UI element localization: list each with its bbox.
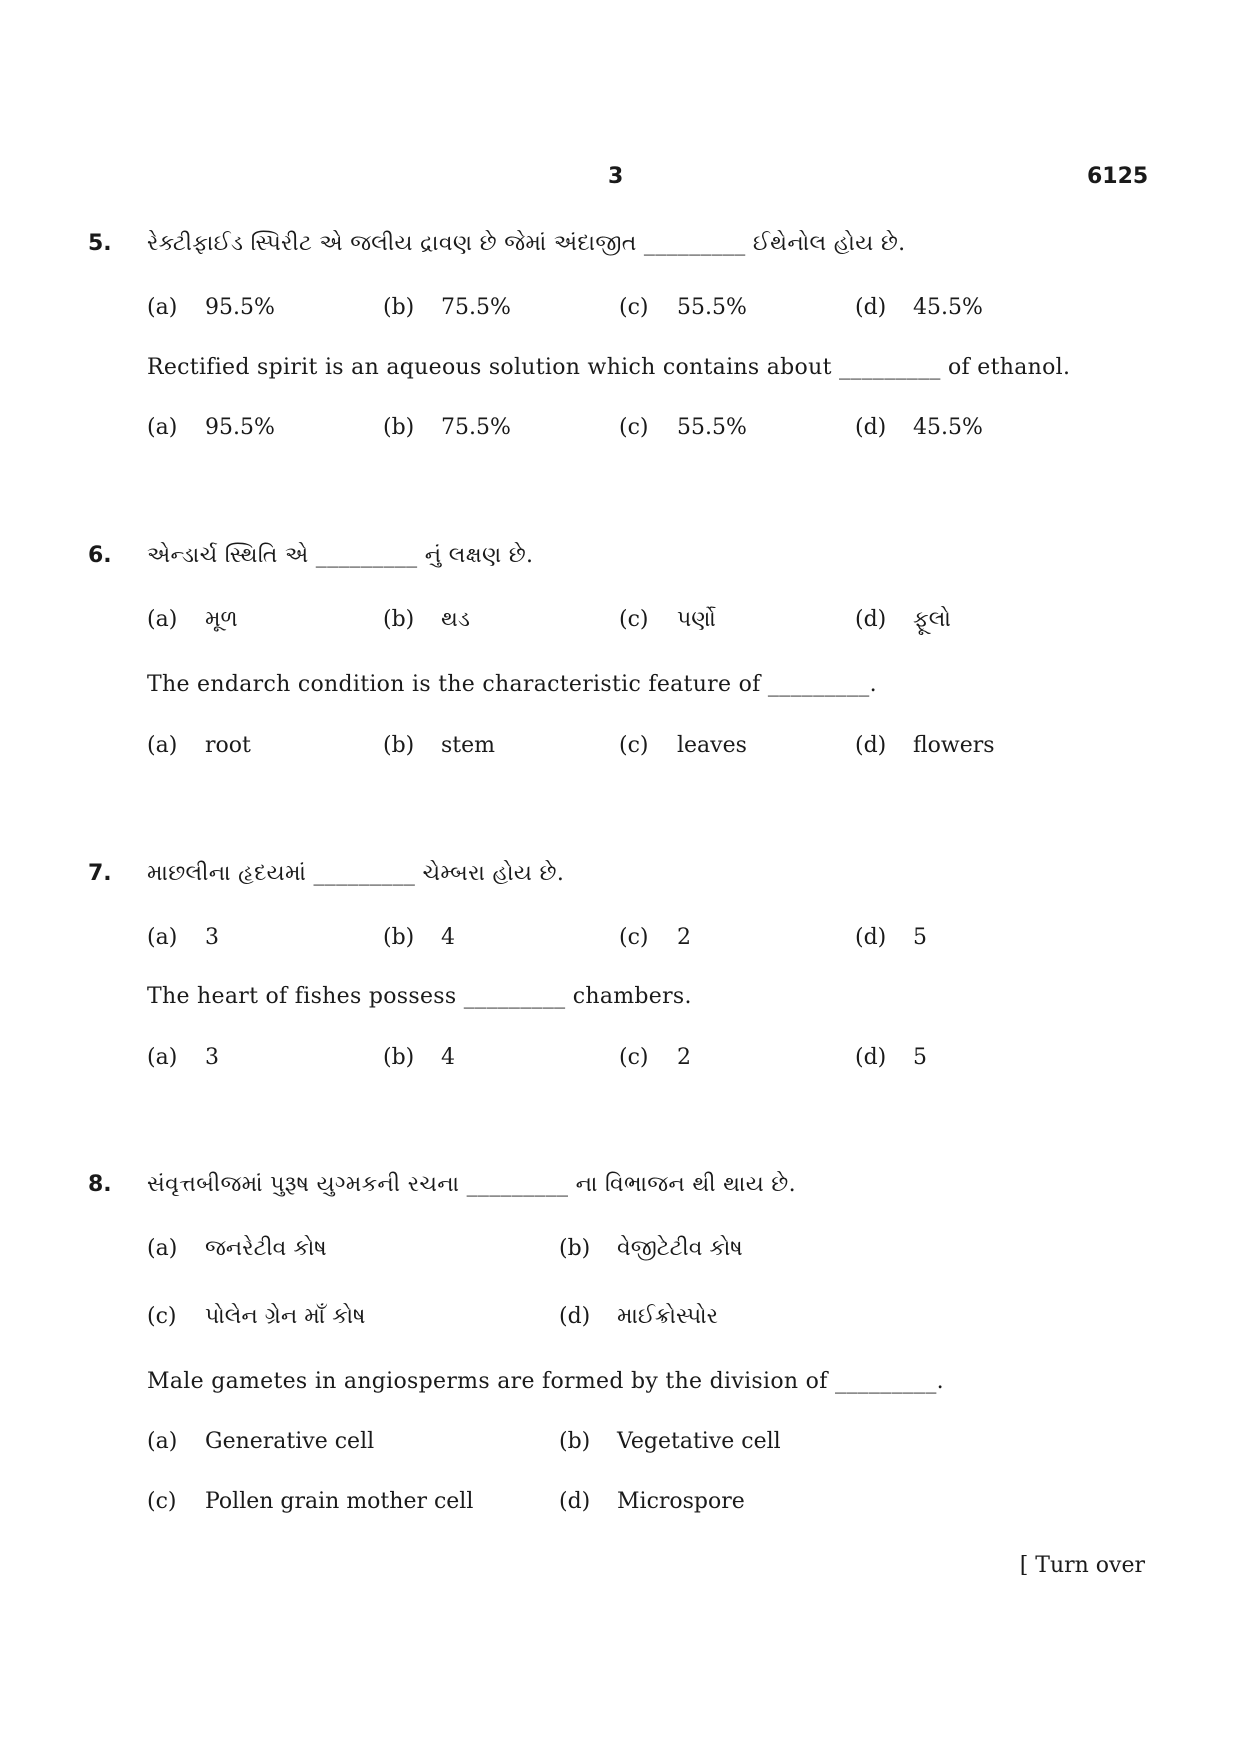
question-text-english: The endarch condition is the characteristic feature of _________. xyxy=(147,672,877,697)
option-text: પોલેન ગ્રેન માઁ કોષ xyxy=(205,1304,366,1329)
paper-code: 6125 xyxy=(1087,164,1149,189)
option-text: 5 xyxy=(913,1045,927,1070)
option-b xyxy=(383,1045,455,1070)
option-text: 3 xyxy=(205,1045,219,1070)
option-label: (d) xyxy=(855,733,887,758)
option-label: (d) xyxy=(855,295,887,320)
option-c xyxy=(619,295,747,320)
option-text: 75.5% xyxy=(441,295,511,320)
option-label: (d) xyxy=(855,1045,887,1070)
option-text: stem xyxy=(441,733,496,758)
option-label: (c) xyxy=(147,1304,177,1329)
option-text: leaves xyxy=(677,733,747,758)
option-text: 55.5% xyxy=(677,415,747,440)
option-text: 55.5% xyxy=(677,295,747,320)
option-label: (d) xyxy=(855,925,887,950)
question-number: 5. xyxy=(88,231,112,256)
option-text: 2 xyxy=(677,925,691,950)
option-text: Pollen grain mother cell xyxy=(205,1489,474,1514)
question-number: 6. xyxy=(88,543,112,568)
option-text: Generative cell xyxy=(205,1429,375,1454)
question-text-gujarati: એન્ડાર્ચ સ્થિતિ એ _________ નું લક્ષણ છે. xyxy=(147,543,534,568)
question-number: 7. xyxy=(88,861,112,886)
option-label: (d) xyxy=(559,1304,591,1329)
option-c xyxy=(619,415,747,440)
option-text: 45.5% xyxy=(913,295,983,320)
option-a xyxy=(147,925,219,950)
question-text-english: Rectified spirit is an aqueous solution which contains about _________ of ethanol. xyxy=(147,355,1071,380)
option-text: 75.5% xyxy=(441,415,511,440)
option-label: (a) xyxy=(147,1236,178,1261)
option-a xyxy=(147,733,251,758)
option-label: (c) xyxy=(619,415,649,440)
turn-over-note: [ Turn over xyxy=(1019,1553,1145,1578)
option-text: જનરેટીવ કોષ xyxy=(205,1236,327,1261)
option-text: 95.5% xyxy=(205,295,275,320)
option-b xyxy=(383,415,511,440)
option-label: (b) xyxy=(383,925,415,950)
page-number: 3 xyxy=(608,164,624,189)
option-label: (b) xyxy=(383,295,415,320)
question-text-gujarati: માછલીના હૃદયમાં _________ ચેમ્બરા હોય છે. xyxy=(147,861,565,886)
option-label: (c) xyxy=(619,733,649,758)
option-a xyxy=(147,1429,374,1454)
option-label: (b) xyxy=(559,1429,591,1454)
option-label: (a) xyxy=(147,925,178,950)
option-d xyxy=(855,607,951,632)
option-c xyxy=(619,925,691,950)
option-a xyxy=(147,1236,327,1261)
option-text: મૂળ xyxy=(205,607,238,632)
option-a xyxy=(147,1045,219,1070)
question-text-gujarati: સંવૃત્તબીજમાં પુરૂષ યુગ્મકની રચના _________ ના વિભાજન થી થાય છે. xyxy=(147,1172,796,1197)
option-a xyxy=(147,607,238,632)
option-c xyxy=(619,1045,691,1070)
option-c xyxy=(619,733,747,758)
option-text: થડ xyxy=(441,607,470,632)
option-label: (b) xyxy=(383,1045,415,1070)
option-label: (a) xyxy=(147,733,178,758)
option-d xyxy=(855,925,927,950)
option-label: (b) xyxy=(559,1236,591,1261)
option-label: (a) xyxy=(147,295,178,320)
option-d xyxy=(855,733,995,758)
option-c xyxy=(147,1489,473,1514)
option-b xyxy=(383,733,495,758)
option-c xyxy=(619,607,716,632)
option-text: Vegetative cell xyxy=(617,1429,781,1454)
option-d xyxy=(855,1045,927,1070)
option-a xyxy=(147,295,275,320)
option-text: 4 xyxy=(441,925,455,950)
question-text-english: The heart of fishes possess _________ chambers. xyxy=(147,984,692,1009)
option-b xyxy=(383,295,511,320)
question-text-gujarati: રેક્ટીફાઈડ સ્પિરીટ એ જલીય દ્રાવણ છે જેમાં અંદાજીત _________ ઈથેનોલ હોય છે. xyxy=(147,231,906,256)
option-text: પર્ણો xyxy=(677,607,716,632)
option-text: માઈક્રોસ્પોર xyxy=(617,1304,718,1329)
option-b xyxy=(559,1429,781,1454)
option-text: root xyxy=(205,733,251,758)
option-text: Microspore xyxy=(617,1489,745,1514)
option-label: (c) xyxy=(147,1489,177,1514)
option-text: flowers xyxy=(913,733,995,758)
option-text: 2 xyxy=(677,1045,691,1070)
option-text: ફૂલો xyxy=(913,607,951,632)
option-d xyxy=(855,415,983,440)
option-c xyxy=(147,1304,365,1329)
option-label: (d) xyxy=(559,1489,591,1514)
question-number: 8. xyxy=(88,1172,112,1197)
option-label: (b) xyxy=(383,733,415,758)
option-text: 3 xyxy=(205,925,219,950)
option-b xyxy=(383,607,470,632)
option-label: (c) xyxy=(619,1045,649,1070)
option-b xyxy=(559,1236,743,1261)
option-label: (a) xyxy=(147,415,178,440)
option-label: (d) xyxy=(855,415,887,440)
option-text: વેજીટેટીવ કોષ xyxy=(617,1236,743,1261)
option-d xyxy=(559,1489,745,1514)
option-d xyxy=(855,295,983,320)
option-label: (b) xyxy=(383,415,415,440)
option-label: (c) xyxy=(619,607,649,632)
option-b xyxy=(383,925,455,950)
option-a xyxy=(147,415,275,440)
option-text: 45.5% xyxy=(913,415,983,440)
question-text-english: Male gametes in angiosperms are formed by the division of _________. xyxy=(147,1369,944,1394)
option-text: 4 xyxy=(441,1045,455,1070)
option-label: (c) xyxy=(619,295,649,320)
option-label: (c) xyxy=(619,925,649,950)
option-label: (a) xyxy=(147,1045,178,1070)
option-label: (b) xyxy=(383,607,415,632)
option-label: (a) xyxy=(147,1429,178,1454)
option-text: 5 xyxy=(913,925,927,950)
option-text: 95.5% xyxy=(205,415,275,440)
option-label: (a) xyxy=(147,607,178,632)
option-d xyxy=(559,1304,718,1329)
option-label: (d) xyxy=(855,607,887,632)
